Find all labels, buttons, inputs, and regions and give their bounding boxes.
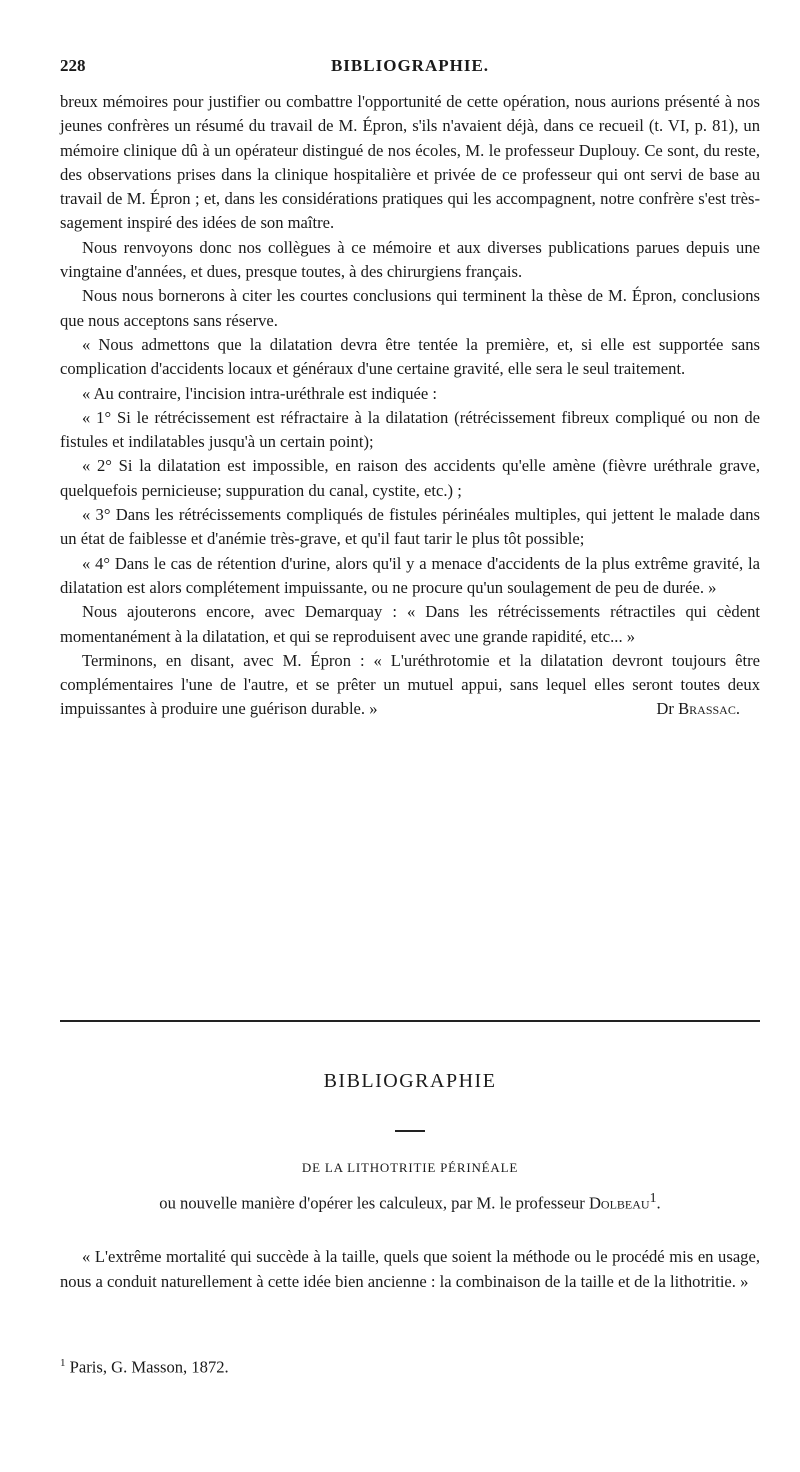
footnote-ref: 1 <box>649 1190 657 1205</box>
footnote-text: Paris, G. Masson, 1872. <box>69 1357 229 1377</box>
running-header <box>60 56 760 80</box>
signature-name: Brassac. <box>678 699 740 719</box>
quote-item-3: « 3° Dans les rétrécissements compliqués de fistules périnéales multiples, qui jettent le malade dans un état de faiblesse et d'anémie très-grave, et qu'il faut tarir le plus tôt possible; <box>60 505 760 549</box>
paragraph-closing: Terminons, en disant, avec M. Épron : « L'uréthrotomie et la dilatation devront toujours être complémentaires l'une de l'autre, et se prêter un mutuel appui, sans lequel elles seront toutes deux impuissantes à produire une guérison durable. » <box>60 650 760 719</box>
work-byline-end: . <box>656 1193 661 1213</box>
footnote-mark: 1 <box>60 1357 66 1369</box>
signature-prefix: Dr <box>656 699 674 719</box>
running-title: BIBLIOGRAPHIE. <box>330 56 490 75</box>
work-byline-text: ou nouvelle manière d'opérer les calculeux, par M. le professeur <box>159 1193 585 1213</box>
work-byline <box>60 1190 760 1214</box>
paragraph-continuation: breux mémoires pour justifier ou combattre l'opportunité de cette opération, nous aurions présenté à nos jeunes confrères un résumé du travail de M. Épron, s'ils n'avaient déjà, dans ce recueil (t. VI, p. 81), un mémoire clinique dû à un opérateur distingué de nos écoles, M. le professeur Duplouy. Ce sont, du reste, des observations prises dans la clinique hospitalière et privée de ce professeur qui ont servi de base au travail de M. Épron ; et, dans les considérations pratiques qui les accompagnent, notre confrère s'est très-sagement inspiré des idées de son maître. <box>60 92 760 233</box>
quote-item-2: « 2° Si la dilatation est impossible, en raison des accidents qu'elle amène (fièvre uréthrale grave, quelquefois pernicieuse; suppuration du canal, cystite, etc.) ; <box>60 456 760 500</box>
work-title: DE LA LITHOTRITIE PÉRINÉALE <box>301 1160 519 1175</box>
quote-item-1: « 1° Si le rétrécissement est réfractaire à la dilatation (rétrécissement fibreux compliqué ou non de fistules et indilatables jusqu'à un certain point); <box>60 407 760 452</box>
paragraph-conclusions-intro: Nous nous bornerons à citer les courtes conclusions qui terminent la thèse de M. Épron, conclusions que nous acceptons sans réserve. <box>60 286 760 330</box>
quote-incision-intro: « Au contraire, l'incision intra-uréthrale est indiquée : <box>82 383 438 403</box>
paragraph-demarquay: Nous ajouterons encore, avec Demarquay : « Dans les rétrécissements rétractiles qui cèdent momentanément à la dilatation, et qui se reproduisent avec une grande rapidité, etc... » <box>60 602 760 646</box>
footnote <box>60 1357 760 1378</box>
review-quote-text: « L'extrême mortalité qui succède à la taille, quels que soient la méthode ou le procédé mis en usage, nous a conduit naturellement à cette idée bien ancienne : la combinaison de la taille et de la lithotritie. » <box>60 1247 760 1291</box>
quote-dilatation: « Nous admettons que la dilatation devra être tentée la première, et, si elle est supportée sans complication d'accidents locaux et généraux d'une certaine gravité, elle sera le seul traitement. <box>60 334 760 379</box>
section-divider <box>60 1020 760 1022</box>
title-underline <box>395 1130 425 1132</box>
article-body <box>60 90 760 722</box>
section-title: BIBLIOGRAPHIE <box>323 1070 497 1092</box>
review-quote <box>60 1244 760 1294</box>
work-author: Dolbeau <box>588 1193 650 1213</box>
paragraph-references: Nous renvoyons donc nos collègues à ce mémoire et aux diverses publications parues depuis une vingtaine d'années, et dues, presque toutes, à des chirurgiens français. <box>60 237 760 282</box>
page-number: 228 <box>60 56 86 75</box>
quote-item-4: « 4° Dans le cas de rétention d'urine, alors qu'il y a menace d'accidents de la plus extrême gravité, la dilatation est alors complétement impuissante, ou ne procure qu'un soulagement de peu de durée. » <box>60 553 760 597</box>
